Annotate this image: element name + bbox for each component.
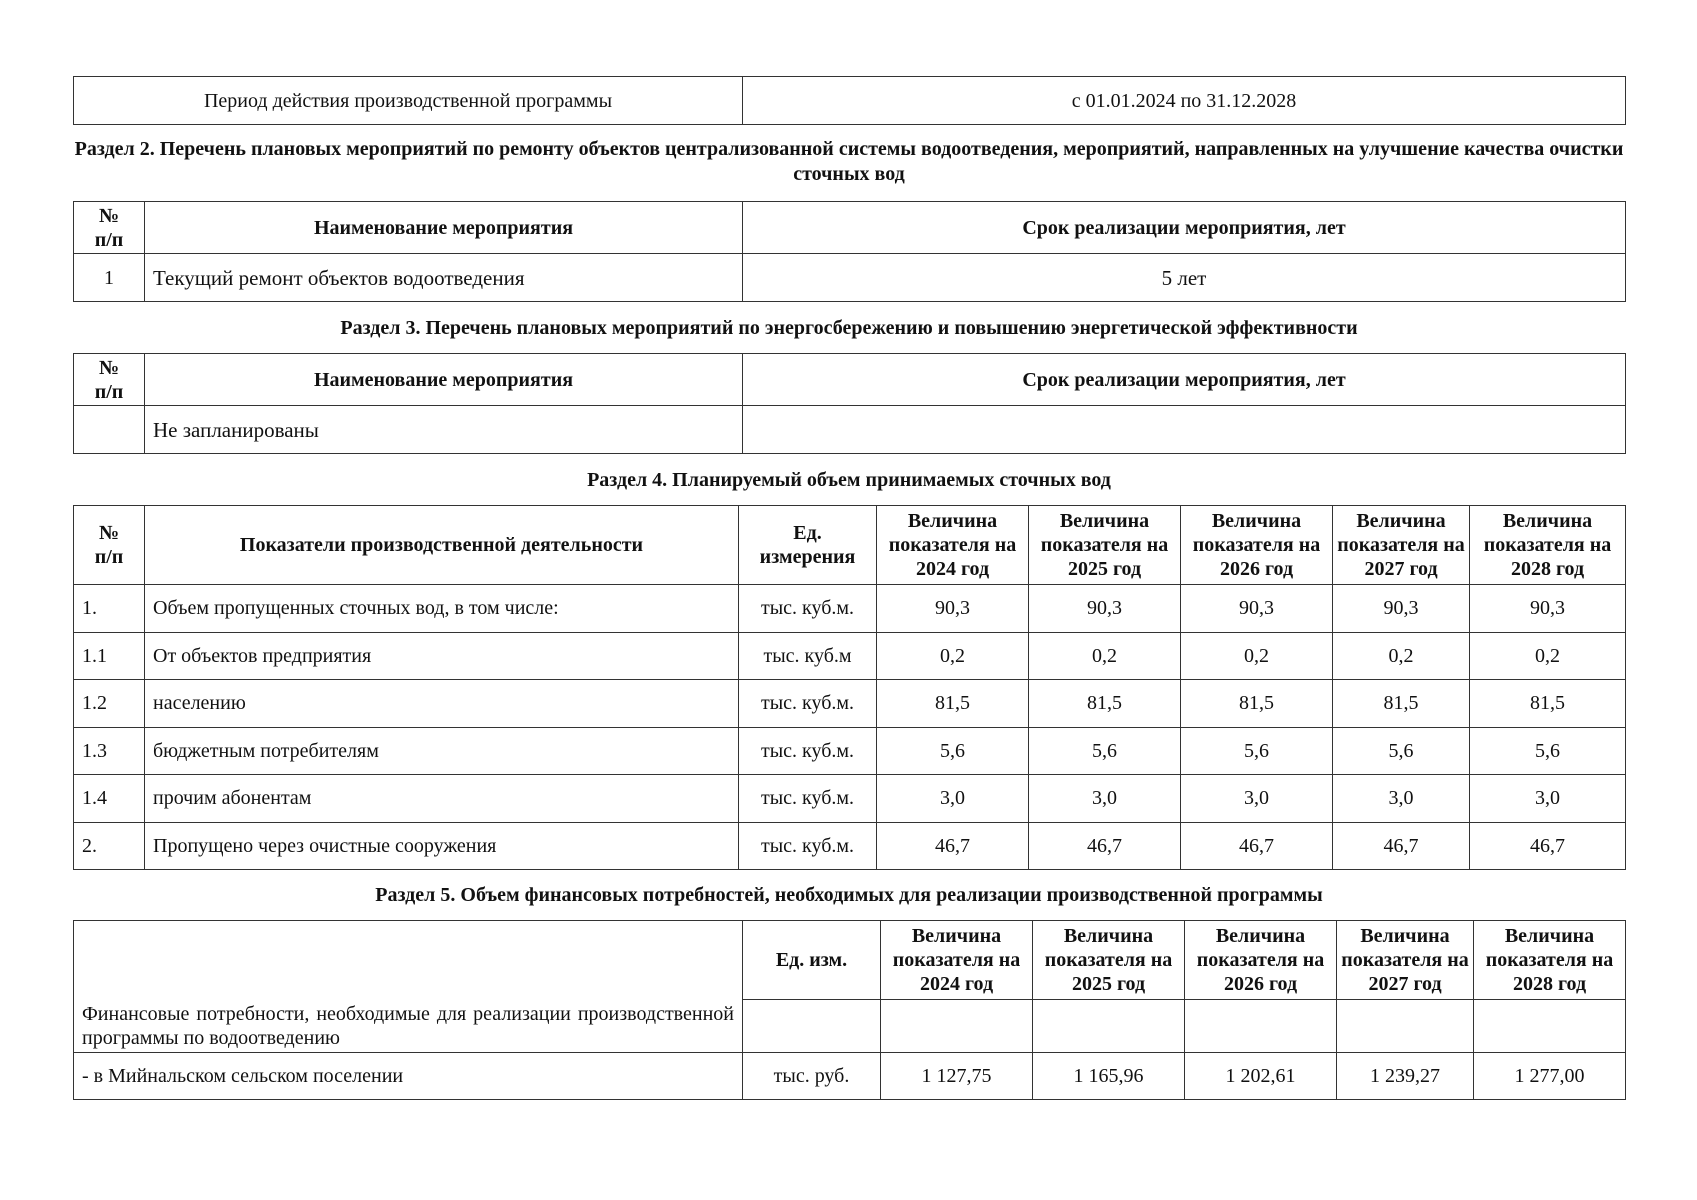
row-value-2026: 81,5 <box>1181 680 1333 728</box>
period-label: Период действия производственной программы <box>74 77 743 125</box>
section2-row-num: 1 <box>74 254 145 302</box>
row-value-2024: 5,6 <box>877 727 1029 775</box>
row-value-2027: 1 239,27 <box>1337 1053 1474 1100</box>
row-value-2027: 5,6 <box>1333 727 1470 775</box>
row-value-2025: 90,3 <box>1029 585 1181 633</box>
section5-row-head: Финансовые потребности, необходимые для реализации производственной программы по водоотведению <box>74 1000 743 1053</box>
empty-cell <box>1185 1000 1337 1053</box>
table-row <box>74 254 1626 302</box>
row-value-2024: 1 127,75 <box>881 1053 1033 1100</box>
row-value-2027: 81,5 <box>1333 680 1470 728</box>
row-value-2028: 3,0 <box>1470 775 1626 823</box>
row-value-2024: 81,5 <box>877 680 1029 728</box>
section3-row-term <box>743 406 1626 454</box>
row-value-2025: 81,5 <box>1029 680 1181 728</box>
row-value-2027: 46,7 <box>1333 822 1470 870</box>
row-value-2026: 3,0 <box>1181 775 1333 823</box>
table-row <box>74 680 1626 728</box>
section4-table <box>73 505 1626 870</box>
row-value-2028: 1 277,00 <box>1474 1053 1626 1100</box>
row-value-2027: 90,3 <box>1333 585 1470 633</box>
row-unit: тыс. куб.м <box>739 632 877 680</box>
row-value-2028: 81,5 <box>1470 680 1626 728</box>
empty-cell <box>881 1000 1033 1053</box>
table-row <box>74 1000 1626 1053</box>
section5-header-2026: Величина показателя на 2026 год <box>1185 921 1337 1000</box>
row-value-2025: 0,2 <box>1029 632 1181 680</box>
table-row <box>74 822 1626 870</box>
row-value-2028: 0,2 <box>1470 632 1626 680</box>
section3-row-name: Не запланированы <box>145 406 743 454</box>
section2-header-name: Наименование мероприятия <box>145 202 743 254</box>
row-value-2025: 46,7 <box>1029 822 1181 870</box>
section3-header-term: Срок реализации мероприятия, лет <box>743 354 1626 406</box>
section5-header-2027: Величина показателя на 2027 год <box>1337 921 1474 1000</box>
row-num: 1.2 <box>74 680 145 728</box>
table-row <box>74 585 1626 633</box>
row-num: 2. <box>74 822 145 870</box>
section2-title: Раздел 2. Перечень плановых мероприятий по ремонту объектов централизованной системы водоотведения, мероприятий, направленных на улучшение качества очистки сточных вод <box>74 138 1624 185</box>
section5-header-unit: Ед. изм. <box>743 921 881 1000</box>
table-row <box>74 632 1626 680</box>
row-num: 1.3 <box>74 727 145 775</box>
section3-title: Раздел 3. Перечень плановых мероприятий по энергосбережению и повышению энергетической эффективности <box>340 317 1358 339</box>
section2-header-term: Срок реализации мероприятия, лет <box>743 202 1626 254</box>
row-value-2026: 5,6 <box>1181 727 1333 775</box>
row-unit: тыс. куб.м. <box>739 775 877 823</box>
row-value-2026: 46,7 <box>1181 822 1333 870</box>
section2-header-num: № п/п <box>74 202 145 254</box>
row-value-2026: 90,3 <box>1181 585 1333 633</box>
row-value-2026: 0,2 <box>1181 632 1333 680</box>
empty-cell <box>1474 1000 1626 1053</box>
row-unit: тыс. куб.м. <box>739 822 877 870</box>
section5-row-unit: тыс. руб. <box>743 1053 881 1100</box>
row-value-2024: 3,0 <box>877 775 1029 823</box>
section2-row-term: 5 лет <box>743 254 1626 302</box>
row-unit: тыс. куб.м. <box>739 585 877 633</box>
row-num: 1.1 <box>74 632 145 680</box>
row-num: 1. <box>74 585 145 633</box>
empty-cell <box>1033 1000 1185 1053</box>
section5-title: Раздел 5. Объем финансовых потребностей, необходимых для реализации производственной программы <box>375 884 1323 906</box>
row-value-2028: 46,7 <box>1470 822 1626 870</box>
table-row <box>74 406 1626 454</box>
row-value-2027: 0,2 <box>1333 632 1470 680</box>
section5-header-2028: Величина показателя на 2028 год <box>1474 921 1626 1000</box>
row-value-2025: 5,6 <box>1029 727 1181 775</box>
section5-row-name: - в Мийнальском сельском поселении <box>74 1053 743 1100</box>
section4-header-num: № п/п <box>74 506 145 585</box>
section2-table <box>73 201 1626 302</box>
empty-cell <box>743 1000 881 1053</box>
period-value: с 01.01.2024 по 31.12.2028 <box>743 77 1626 125</box>
section3-table <box>73 353 1626 454</box>
row-value-2024: 0,2 <box>877 632 1029 680</box>
row-value-2027: 3,0 <box>1333 775 1470 823</box>
empty-cell <box>1337 1000 1474 1053</box>
row-name: От объектов предприятия <box>145 632 739 680</box>
row-name: прочим абонентам <box>145 775 739 823</box>
row-value-2025: 3,0 <box>1029 775 1181 823</box>
section4-header-2026: Величина показателя на 2026 год <box>1181 506 1333 585</box>
section5-header-2024: Величина показателя на 2024 год <box>881 921 1033 1000</box>
section5-header-2025: Величина показателя на 2025 год <box>1033 921 1185 1000</box>
section4-header-2024: Величина показателя на 2024 год <box>877 506 1029 585</box>
section4-header-2027: Величина показателя на 2027 год <box>1333 506 1470 585</box>
row-value-2024: 90,3 <box>877 585 1029 633</box>
section4-header-2025: Величина показателя на 2025 год <box>1029 506 1181 585</box>
row-value-2026: 1 202,61 <box>1185 1053 1337 1100</box>
row-name: Пропущено через очистные сооружения <box>145 822 739 870</box>
section5-table <box>73 920 1626 1100</box>
row-value-2024: 46,7 <box>877 822 1029 870</box>
section4-header-2028: Величина показателя на 2028 год <box>1470 506 1626 585</box>
table-row <box>74 727 1626 775</box>
table-row <box>74 775 1626 823</box>
row-name: бюджетным потребителям <box>145 727 739 775</box>
section3-row-num <box>74 406 145 454</box>
section4-header-unit: Ед. измерения <box>739 506 877 585</box>
section4-header-indicator: Показатели производственной деятельности <box>145 506 739 585</box>
row-num: 1.4 <box>74 775 145 823</box>
section3-header-name: Наименование мероприятия <box>145 354 743 406</box>
section5-header-blank <box>74 921 743 1000</box>
row-value-2028: 5,6 <box>1470 727 1626 775</box>
row-value-2028: 90,3 <box>1470 585 1626 633</box>
table-row <box>74 1053 1626 1100</box>
row-unit: тыс. куб.м. <box>739 680 877 728</box>
section3-header-num: № п/п <box>74 354 145 406</box>
section2-row-name: Текущий ремонт объектов водоотведения <box>145 254 743 302</box>
period-table <box>73 76 1626 125</box>
row-value-2025: 1 165,96 <box>1033 1053 1185 1100</box>
row-name: населению <box>145 680 739 728</box>
section4-title: Раздел 4. Планируемый объем принимаемых сточных вод <box>587 469 1111 491</box>
row-unit: тыс. куб.м. <box>739 727 877 775</box>
row-name: Объем пропущенных сточных вод, в том числе: <box>145 585 739 633</box>
